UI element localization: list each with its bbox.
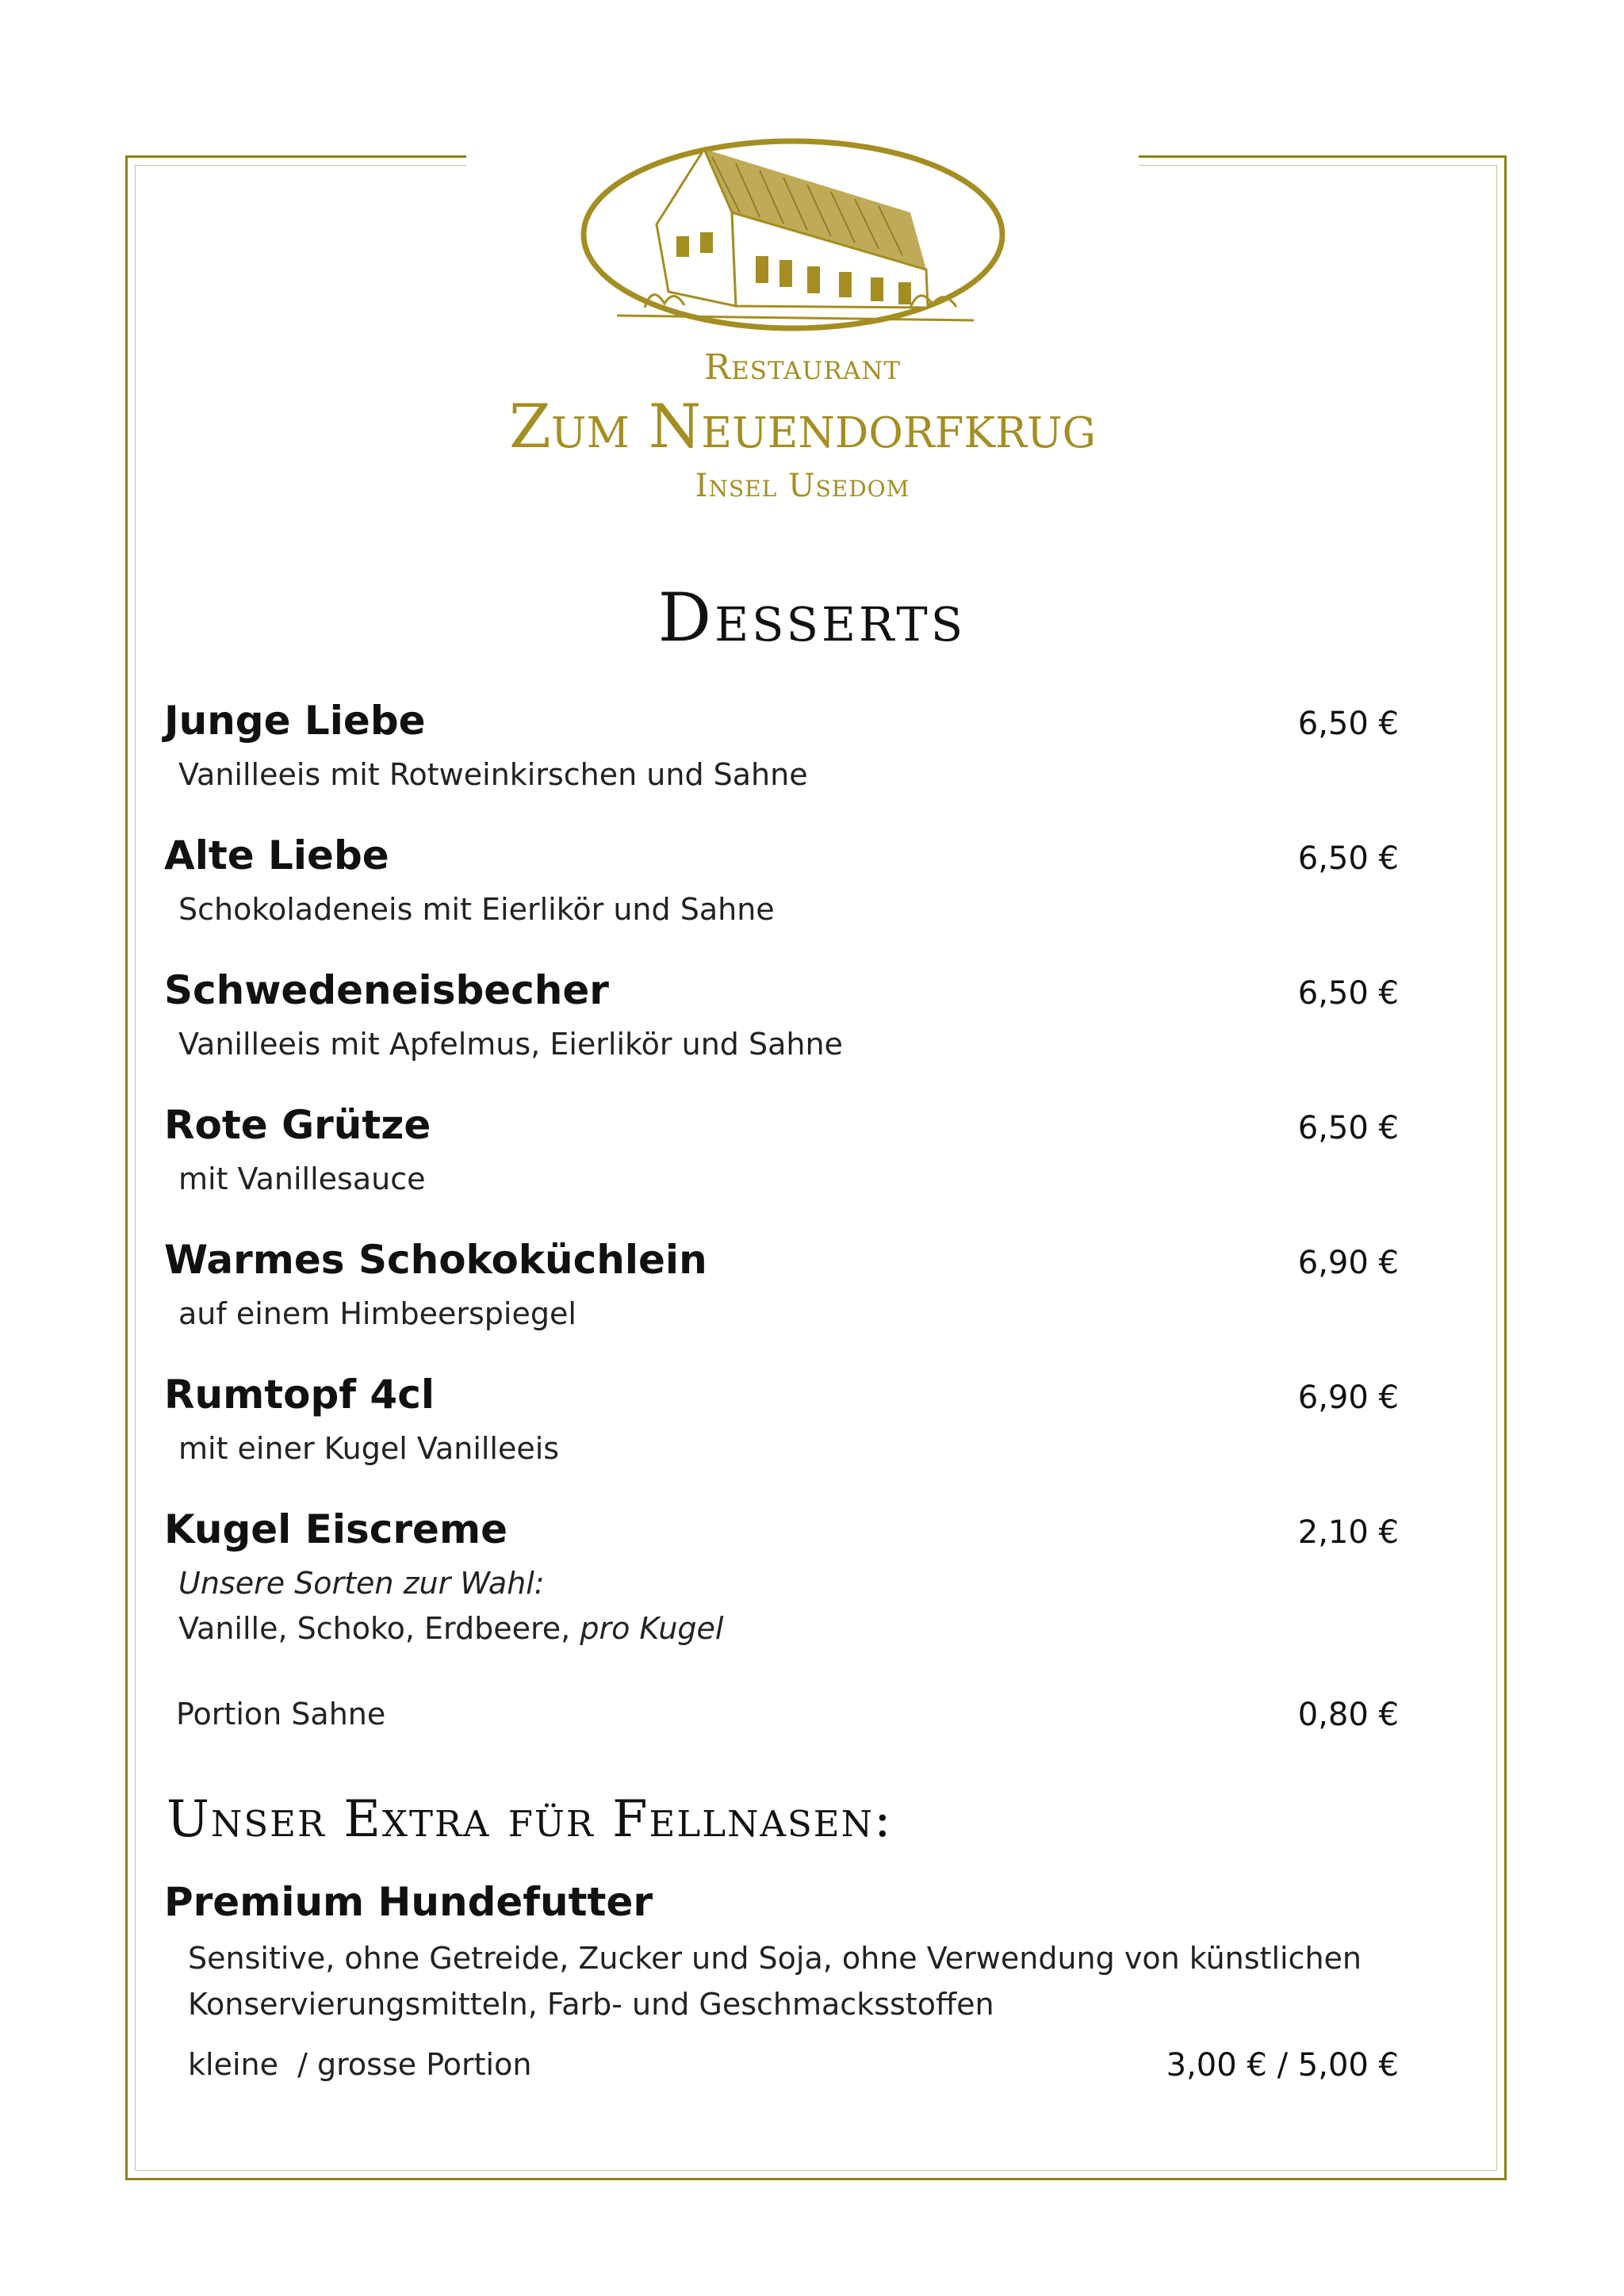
dog-food-name: Premium Hundefutter bbox=[164, 1879, 653, 1925]
menu-item-description: mit einer Kugel Vanilleeis bbox=[178, 1431, 560, 1466]
dog-food-portion-label: kleine / grosse Portion bbox=[188, 2047, 532, 2082]
menu-item-description: Schokoladeneis mit Eierlikör und Sahne bbox=[178, 892, 775, 927]
dog-food-description-line1: Sensitive, ohne Getreide, Zucker und Soja, ohne Verwendung von künstlichen bbox=[188, 1941, 1362, 1976]
menu-item-price: 6,50 € bbox=[1297, 975, 1399, 1012]
logo-restaurant-label: Restaurant bbox=[703, 347, 902, 388]
house-illustration-icon bbox=[466, 94, 1139, 347]
menu-item-price: 6,50 € bbox=[1297, 840, 1399, 877]
per-scoop-note: pro Kugel bbox=[580, 1611, 724, 1646]
menu-item-flavors-heading: Unsere Sorten zur Wahl: bbox=[178, 1566, 545, 1601]
restaurant-logo bbox=[466, 94, 1139, 533]
menu-item-name: Kugel Eiscreme bbox=[164, 1506, 508, 1552]
menu-item-name: Warmes Schokoküchlein bbox=[164, 1237, 707, 1283]
page-title: Desserts bbox=[657, 579, 967, 656]
menu-item-price: 6,90 € bbox=[1297, 1245, 1399, 1281]
menu-item-name: Junge Liebe bbox=[164, 698, 426, 744]
menu-item-name: Rote Grütze bbox=[164, 1102, 431, 1148]
menu-item-price: 2,10 € bbox=[1297, 1514, 1399, 1551]
extra-cream-label: Portion Sahne bbox=[176, 1697, 386, 1732]
menu-item-flavors bbox=[178, 1611, 723, 1646]
menu-item-name: Rumtopf 4cl bbox=[164, 1372, 435, 1418]
extra-section-title: Unser Extra für Fellnasen: bbox=[167, 1790, 893, 1849]
logo-location: Insel Usedom bbox=[695, 468, 910, 504]
menu-item-description: auf einem Himbeerspiegel bbox=[178, 1296, 576, 1331]
menu-item-name: Alte Liebe bbox=[164, 832, 389, 878]
menu-item-price: 6,50 € bbox=[1297, 706, 1399, 742]
menu-item-price: 6,50 € bbox=[1297, 1110, 1399, 1146]
extra-cream-price: 0,80 € bbox=[1297, 1697, 1399, 1733]
menu-item-description: Vanilleeis mit Apfelmus, Eierlikör und Sahne bbox=[178, 1027, 843, 1062]
flavor-list: Vanille, Schoko, Erdbeere, bbox=[178, 1611, 571, 1646]
dog-food-description-line2: Konservierungsmitteln, Farb- und Geschmacksstoffen bbox=[188, 1987, 994, 2022]
logo-restaurant-name: Zum Neuendorfkrug bbox=[509, 391, 1096, 461]
menu-item-description: Vanilleeis mit Rotweinkirschen und Sahne bbox=[178, 757, 808, 792]
menu-item-description: mit Vanillesauce bbox=[178, 1161, 426, 1196]
menu-item-name: Schwedeneisbecher bbox=[164, 967, 609, 1013]
menu-item-price: 6,90 € bbox=[1297, 1380, 1399, 1416]
dog-food-portion-price: 3,00 € / 5,00 € bbox=[1166, 2047, 1399, 2084]
